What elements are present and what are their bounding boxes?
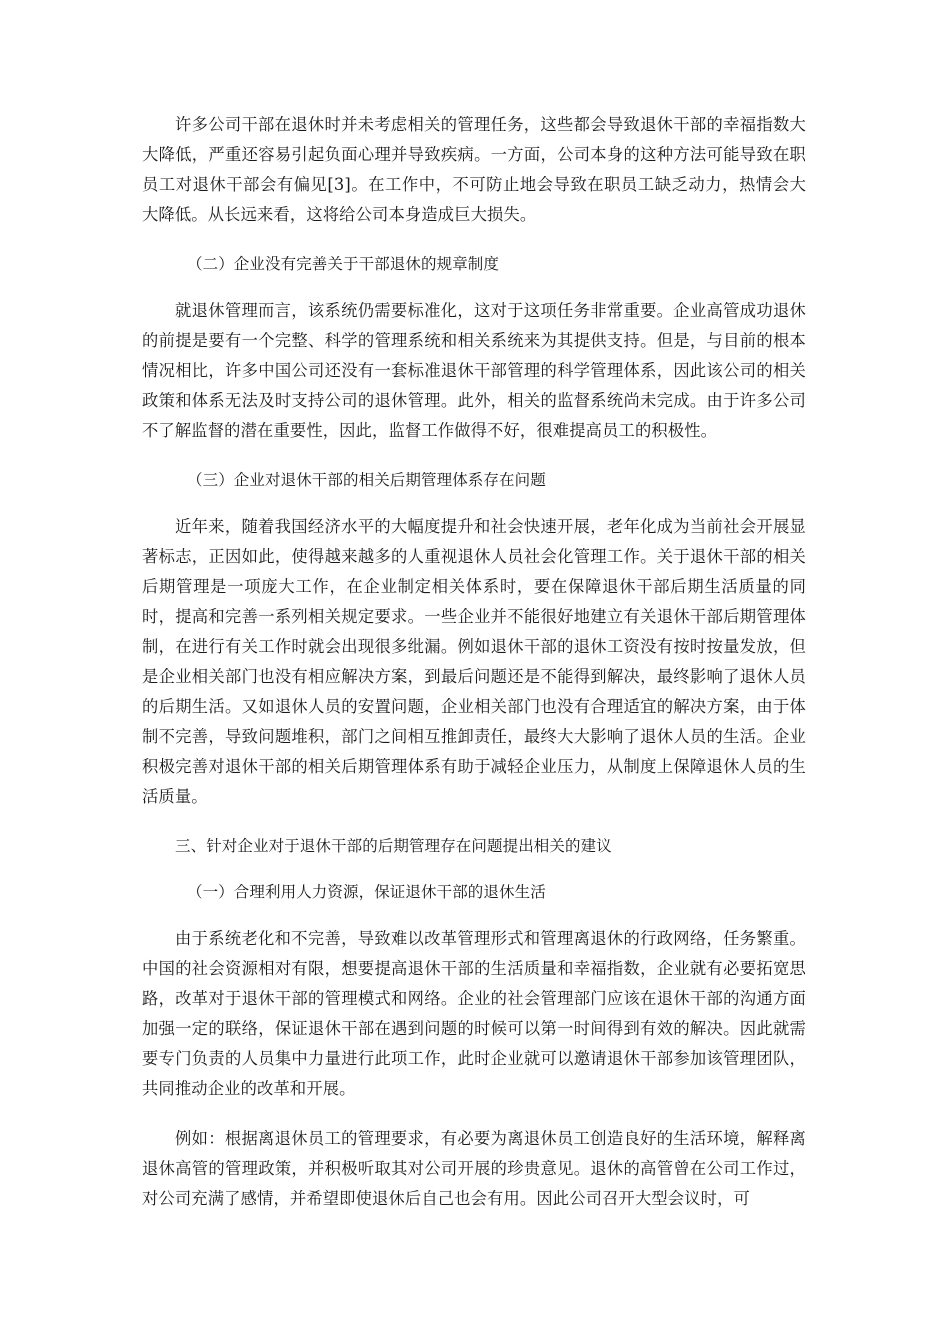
paragraph-retirement-impact: 许多公司干部在退休时并未考虑相关的管理任务，这些都会导致退休干部的幸福指数大大降低，严重还容易引起负面心理并导致疾病。一方面，公司本身的这种方法可能导致在职员工对退休干部会有偏见[3]。在工作中，不可防止地会导致在职员工缺乏动力，热情会大大降低。从长远来看，这将给公司本身造成巨大损失。 <box>142 115 806 224</box>
paragraph-later-management: 近年来，随着我国经济水平的大幅度提升和社会快速开展，老年化成为当前社会开展显著标志，正因如此，使得越来越多的人重视退休人员社会化管理工作。关于退休干部的相关后期管理是一项庞大工作，在企业制定相关体系时，要在保障退休干部后期生活质量的同时，提高和完善一系列相关规定要求。一些企业并不能很好地建立有关退休干部后期管理体制，在进行有关工作时就会出现很多纰漏。例如退休干部的退休工资没有按时按量发放，但是企业相关部门也没有相应解决方案，到最后问题还是不能得到解决，最终影响了退休人员的后期生活。又如退休人员的安置问题，企业相关部门也没有合理适宜的解决方案，由于体制不完善，导致问题堆积，部门之间相互推卸责任，最终大大影响了退休人员的生活。企业积极完善对退休干部的相关后期管理体系有助于减轻企业压力，从制度上保障退休人员的生活质量。 <box>142 517 806 806</box>
subheading-later-management: （三）企业对退休干部的相关后期管理体系存在问题 <box>187 471 546 489</box>
section-heading-suggestions: 三、针对企业对于退休干部的后期管理存在问题提出相关的建议 <box>175 837 612 855</box>
paragraph-example: 例如：根据离退休员工的管理要求，有必要为离退休员工创造良好的生活环境，解释离退休高管的管理政策，并积极听取其对公司开展的珍贵意见。退休的高管曾在公司工作过，对公司充满了感情，并希望即使退休后自己也会有用。因此公司召开大型会议时，可 <box>142 1129 806 1208</box>
paragraph-regulations: 就退休管理而言，该系统仍需要标准化，这对于这项任务非常重要。企业高管成功退休的前提是要有一个完整、科学的管理系统和相关系统来为其提供支持。但是，与目前的根本情况相比，许多中国公司还没有一套标准退休干部管理的科学管理体系，因此该公司的相关政策和体系无法及时支持公司的退休管理。此外，相关的监督系统尚未完成。由于许多公司不了解监督的潜在重要性，因此，监督工作做得不好，很难提高员工的积极性。 <box>142 301 806 440</box>
subheading-human-resources: （一）合理利用人力资源，保证退休干部的退休生活 <box>187 883 546 901</box>
subheading-regulations: （二）企业没有完善关于干部退休的规章制度 <box>187 255 500 273</box>
document-page <box>142 110 806 1234</box>
paragraph-human-resources: 由于系统老化和不完善，导致难以改革管理形式和管理离退休的行政网络，任务繁重。中国的社会资源相对有限，想要提高退休干部的生活质量和幸福指数，企业就有必要拓宽思路，改革对于退休干部的管理模式和网络。企业的社会管理部门应该在退休干部的沟通方面加强一定的联络，保证退休干部在遇到问题的时候可以第一时间得到有效的解决。因此就需要专门负责的人员集中力量进行此项工作，此时企业就可以邀请退休干部参加该管理团队，共同推动企业的改革和开展。 <box>142 929 806 1098</box>
